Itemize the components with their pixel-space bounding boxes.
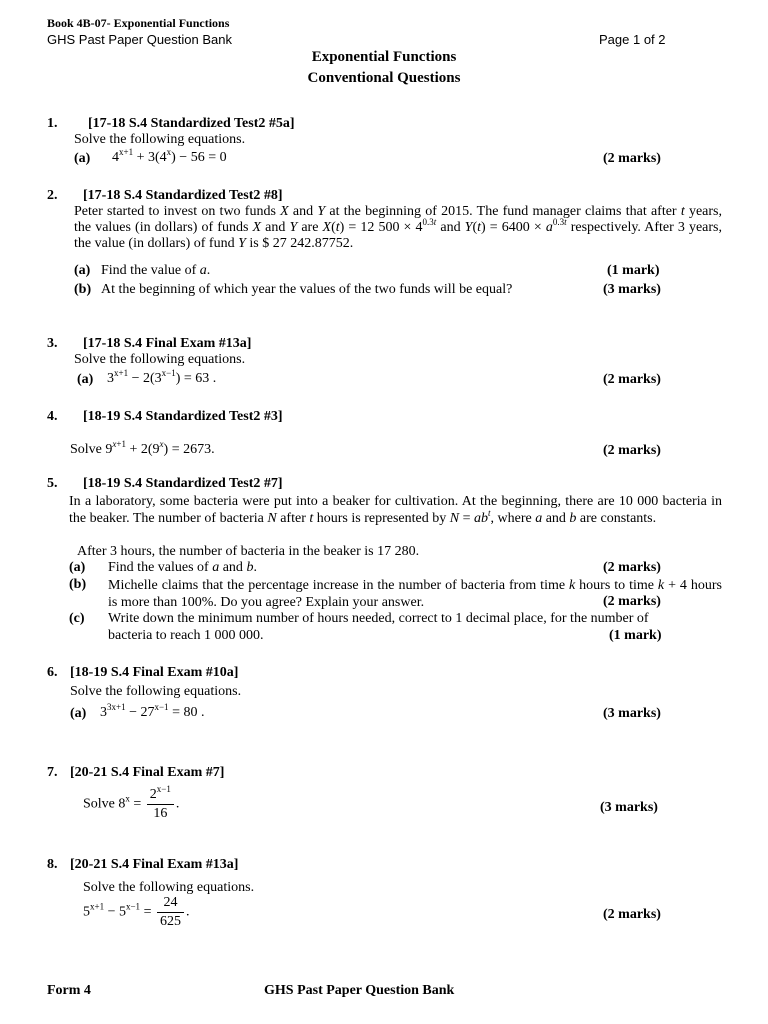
question-stem-continued: After 3 hours, the number of bacteria in the beaker is 17 280. [77, 544, 420, 559]
equation: $3^{3x+1} - 27^{x-1} = 80$ . [100, 702, 205, 720]
question-instruction: Solve the following equations. [74, 132, 246, 147]
part-label: (b) [74, 282, 92, 297]
equation: $4^{x+1} + 3(4^x) - 56 = 0$ [112, 147, 227, 165]
marks: (2 marks) [603, 560, 661, 575]
part-label: (a) [70, 706, 87, 721]
marks: (1 mark) [609, 628, 662, 643]
question-source: [18-19 S.4 Standardized Test2 #3] [83, 409, 283, 424]
book-title: Book 4B-07- Exponential Functions [47, 16, 230, 30]
marks: (3 marks) [603, 706, 661, 721]
question-number: 2. [47, 188, 58, 203]
equation: $5^{x+1} - 5^{x-1}$ = $\frac{24}{625}$ . [83, 895, 190, 929]
question-number: 7. [47, 765, 58, 780]
equation: Solve $9^{x+1} + 2(9^x) = 2673$. [70, 439, 215, 457]
marks: (3 marks) [603, 282, 661, 297]
question-number: 8. [47, 857, 58, 872]
part-text: At the beginning of which year the values of the two funds will be equal? [101, 282, 513, 297]
question-number: 5. [47, 476, 58, 491]
part-label: (a) [77, 372, 94, 387]
part-text: Find the values of a and b. [108, 560, 257, 575]
marks: (3 marks) [600, 800, 658, 815]
question-source: [20-21 S.4 Final Exam #13a] [70, 857, 239, 872]
question-source: [17-18 S.4 Final Exam #13a] [83, 336, 252, 351]
question-source: [18-19 S.4 Final Exam #10a] [70, 665, 239, 680]
part-label: (b) [69, 577, 87, 592]
question-source: [20-21 S.4 Final Exam #7] [70, 765, 225, 780]
part-label: (a) [74, 263, 91, 278]
marks: (2 marks) [603, 443, 661, 458]
part-text: Michelle claims that the percentage increase in the number of bacteria from time k hours to time k + 4 hours is more than 100%. Do you agree? Explain your answer. [108, 578, 722, 610]
marks: (2 marks) [603, 594, 661, 609]
equation: Solve $8^x$ = $\frac{2^{x-1}}{16}$ . [83, 784, 180, 821]
question-instruction: Solve the following equations. [70, 684, 242, 699]
part-text: Write down the minimum number of hours needed, correct to 1 decimal place, for the number of [108, 611, 649, 626]
marks: (2 marks) [603, 907, 661, 922]
question-number: 1. [47, 116, 58, 131]
question-source: [17-18 S.4 Standardized Test2 #5a] [88, 116, 295, 131]
question-source: [18-19 S.4 Standardized Test2 #7] [83, 476, 283, 491]
question-bank-name: GHS Past Paper Question Bank [47, 32, 232, 47]
equation: $3^{x+1} - 2(3^{x-1}) = 63$ . [107, 368, 217, 386]
question-instruction: Solve the following equations. [74, 352, 246, 367]
part-text: Find the value of a. [101, 263, 211, 278]
marks: (2 marks) [603, 151, 661, 166]
footer-form: Form 4 [47, 983, 91, 998]
document-subtitle: Conventional Questions [307, 70, 461, 86]
part-label: (c) [69, 611, 85, 626]
question-number: 3. [47, 336, 58, 351]
marks: (2 marks) [603, 372, 661, 387]
page-number: Page 1 of 2 [599, 32, 666, 47]
question-number: 4. [47, 409, 58, 424]
question-stem: Peter started to invest on two funds X and Y at the beginning of 2015. The fund manager claims that after t years, the values (in dollars) of funds X and Y are X(t) = 12 $500 \times 4^{0.3t}$ and $Y(t) = 6400 \times a^{0.3t}$ respectively. After 3 years, the value (in dollars) of fund Y is $ 27 242.87752. [74, 204, 722, 251]
part-label: (a) [74, 151, 91, 166]
question-number: 6. [47, 665, 58, 680]
marks: (1 mark) [607, 263, 660, 278]
question-stem: In a laboratory, some bacteria were put into a beaker for cultivation. At the beginning, there are 10 000 bacteria in the beaker. The number of bacteria N after t hours is represented by $N = ab^t$, where a and b are constants. [69, 494, 722, 526]
question-source: [17-18 S.4 Standardized Test2 #8] [83, 188, 283, 203]
part-label: (a) [69, 560, 86, 575]
document-title: Exponential Functions [311, 49, 457, 65]
question-instruction: Solve the following equations. [83, 880, 255, 895]
part-text-continued: bacteria to reach 1 000 000. [108, 628, 264, 643]
footer-bank-name: GHS Past Paper Question Bank [264, 983, 455, 998]
